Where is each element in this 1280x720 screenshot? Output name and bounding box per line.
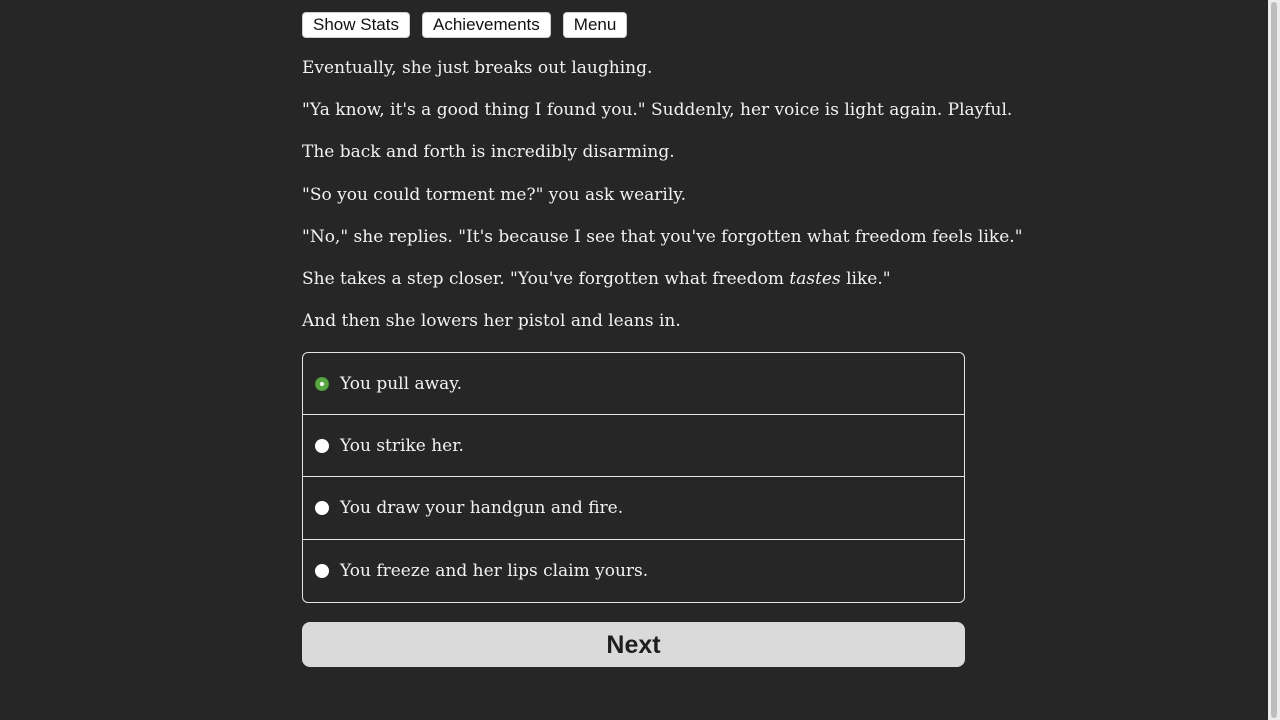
- achievements-button[interactable]: Achievements: [422, 12, 551, 38]
- choice-label: You pull away.: [340, 373, 463, 394]
- choice-option[interactable]: [303, 415, 964, 477]
- radio-button[interactable]: [315, 377, 329, 391]
- story-emphasis: tastes: [789, 268, 841, 289]
- story-paragraph: And then she lowers her pistol and leans in.: [302, 311, 681, 332]
- page-scrollbar[interactable]: [1268, 0, 1280, 720]
- story-paragraph: "So you could torment me?" you ask wearily.: [302, 184, 687, 205]
- story-paragraph: "No," she replies. "It's because I see that you've forgotten what freedom feels like.": [302, 226, 1023, 247]
- story-paragraph: The back and forth is incredibly disarming.: [302, 142, 675, 163]
- toolbar: [302, 12, 627, 38]
- radio-button[interactable]: [315, 564, 329, 578]
- menu-button[interactable]: Menu: [563, 12, 628, 38]
- scrollbar-thumb[interactable]: [1271, 2, 1277, 718]
- story-text-segment: like.": [840, 268, 891, 289]
- story-text-segment: She takes a step closer. "You've forgotten what freedom: [302, 268, 790, 289]
- radio-button[interactable]: [315, 501, 329, 515]
- story-paragraph: [302, 263, 965, 305]
- choice-option[interactable]: [303, 477, 964, 539]
- story-text: [302, 52, 1023, 347]
- choice-label: You draw your handgun and fire.: [340, 497, 624, 518]
- choice-option[interactable]: [303, 540, 964, 602]
- story-paragraph: "Ya know, it's a good thing I found you." Suddenly, her voice is light again. Playful.: [302, 100, 1013, 121]
- radio-button[interactable]: [315, 439, 329, 453]
- choice-label: You freeze and her lips claim yours.: [340, 560, 649, 581]
- story-paragraph: Eventually, she just breaks out laughing.: [302, 58, 653, 78]
- show-stats-button[interactable]: Show Stats: [302, 12, 410, 38]
- choice-list: [302, 352, 965, 603]
- choice-label: You strike her.: [340, 435, 464, 456]
- next-button[interactable]: Next: [302, 622, 965, 667]
- choice-option[interactable]: [303, 353, 964, 415]
